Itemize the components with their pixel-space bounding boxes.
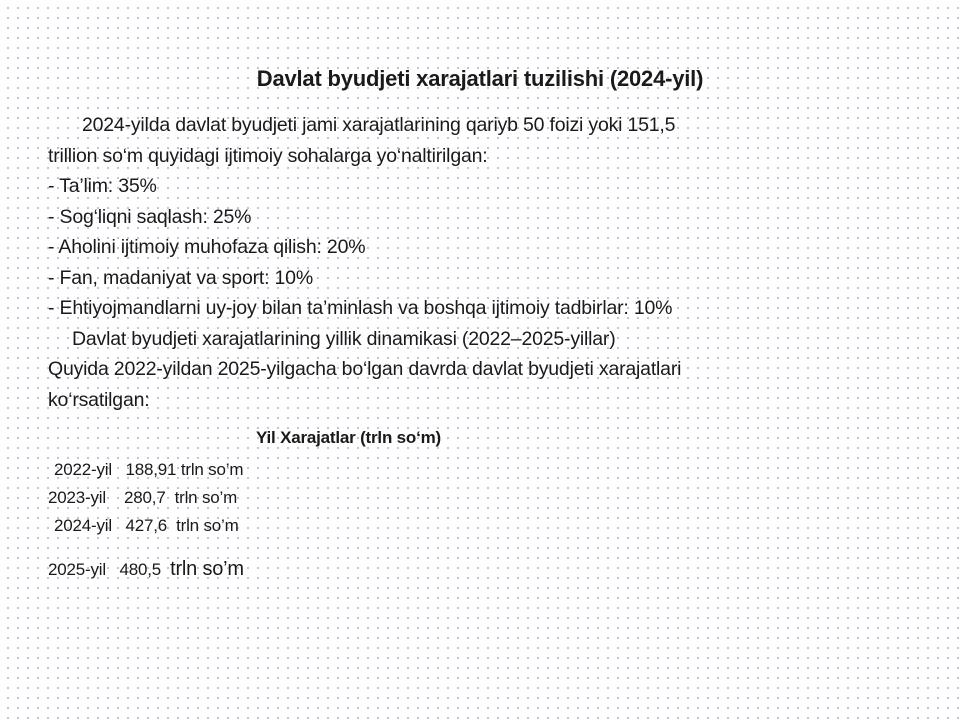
table-row xyxy=(54,516,239,536)
table-cell-unit: trln so’m xyxy=(176,516,239,535)
slide-body xyxy=(48,110,928,415)
table-row xyxy=(48,558,244,581)
table-cell-unit: trln so’m xyxy=(170,558,244,580)
table-row xyxy=(48,488,237,508)
table-cell-year: 2023-yil xyxy=(48,488,106,507)
table-cell-year: 2025-yil xyxy=(48,560,106,579)
table-cell-value: 427,6 xyxy=(125,516,168,535)
table-header: Yil Xarajatlar (trln so‘m) xyxy=(256,428,442,447)
table-row xyxy=(54,460,243,480)
list-item-education: - Ta’lim: 35% xyxy=(48,175,157,197)
intro-line-1: 2024-yilda davlat byudjeti jami xarajatlarining qariyb 50 foizi yoki 151,5 xyxy=(82,114,676,136)
table-cell-unit: trln so’m xyxy=(174,488,238,507)
table-cell-value: 480,5 xyxy=(119,560,162,579)
slide-title: Davlat byudjeti xarajatlari tuzilishi (2024-yil) xyxy=(256,66,704,91)
table-cell-unit: trln so’m xyxy=(180,460,244,479)
table-cell-value: 280,7 xyxy=(124,488,166,507)
dynamics-line-2: ko‘rsatilgan: xyxy=(48,388,150,411)
dynamics-line-1: Quyida 2022-yildan 2025-yilgacha bo‘lgan davrda davlat byudjeti xarajatlari xyxy=(48,358,682,380)
table-cell-year: 2024-yil xyxy=(54,516,112,535)
list-item-science-culture-sport: - Fan, madaniyat va sport: 10% xyxy=(48,266,313,289)
dynamics-heading: Davlat byudjeti xarajatlarining yillik dinamikasi (2022–2025-yillar) xyxy=(72,327,616,350)
table-cell-value: 188,91 xyxy=(125,460,177,479)
intro-line-2: trillion so‘m quyidagi ijtimoiy sohalarga yo‘naltirilgan: xyxy=(48,144,488,167)
list-item-healthcare: - Sog‘liqni saqlash: 25% xyxy=(48,205,252,228)
list-item-social-protection: - Aholini ijtimoiy muhofaza qilish: 20% xyxy=(48,236,366,258)
table-cell-year: 2022-yil xyxy=(54,460,112,479)
list-item-housing-other: - Ehtiyojmandlarni uy-joy bilan ta’minlash va boshqa ijtimoiy tadbirlar: 10% xyxy=(48,297,673,319)
